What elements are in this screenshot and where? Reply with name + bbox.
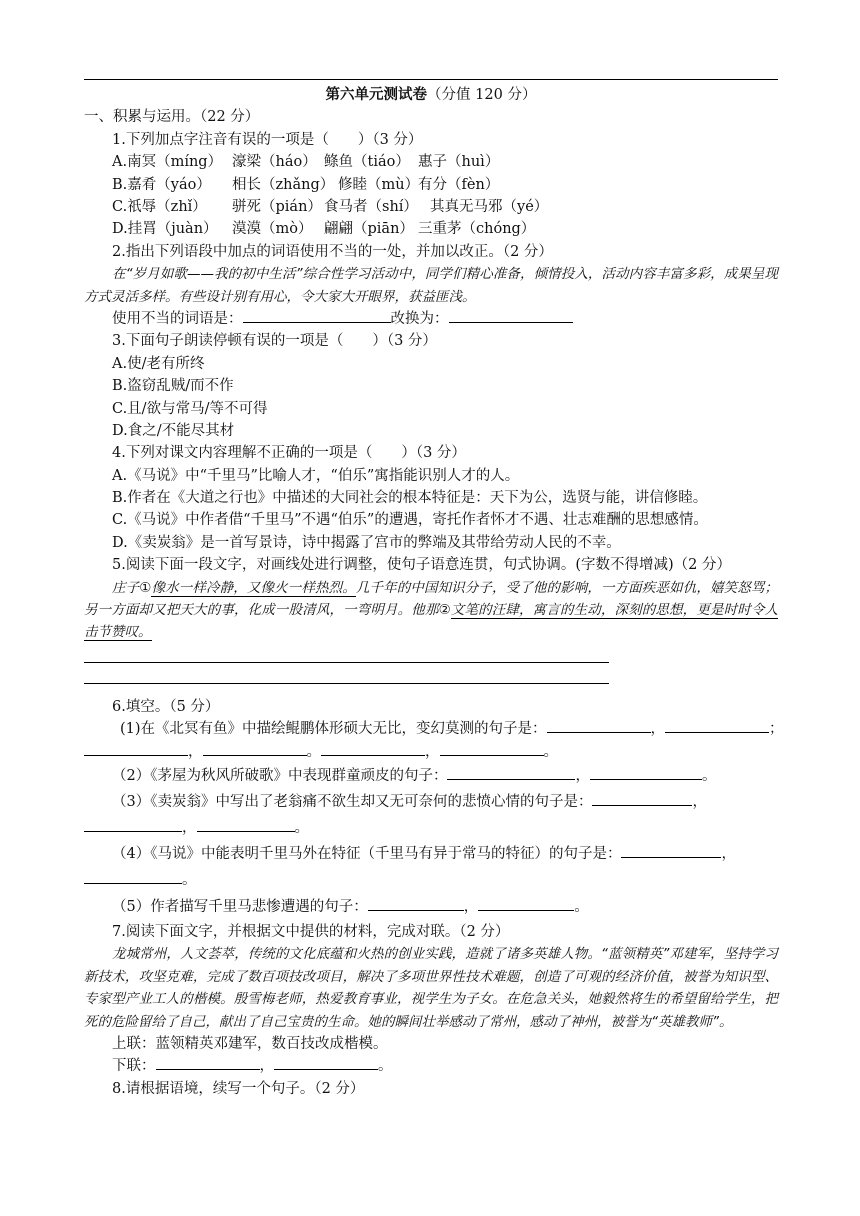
q4-option-c: C.《马说》中作者借“千里马”不遇“伯乐”的遭遇，寄托作者怀才不遇、壮志难酬的思想感情。 bbox=[112, 512, 708, 529]
q2-blank-word[interactable] bbox=[243, 308, 391, 323]
q2-answer-line bbox=[84, 308, 778, 330]
period: 。 bbox=[701, 768, 717, 785]
q6-blank-4a[interactable] bbox=[621, 843, 721, 858]
q8-stem: 8.请根据语境，续写一个句子。（2 分） bbox=[112, 1080, 365, 1097]
q7-shanglian: 上联：蓝领精英邓建军，数百技改成楷模。 bbox=[112, 1036, 388, 1053]
q1-d-2: 漠漠（mò） bbox=[232, 221, 313, 238]
comma: ， bbox=[650, 721, 666, 738]
q6-item-5 bbox=[84, 893, 778, 921]
q5-answer-line-2[interactable] bbox=[84, 683, 609, 684]
q7-xialian-label: 下联： bbox=[112, 1058, 156, 1075]
comma: ， bbox=[463, 899, 479, 916]
q5-mark-1: ① bbox=[139, 579, 152, 596]
q2-stem: 2.指出下列语段中加点的词语使用不当的一处，并加以改正。（2 分） bbox=[112, 243, 553, 260]
q6-blank-1a[interactable] bbox=[547, 718, 651, 733]
comma: ， bbox=[692, 794, 707, 811]
period: 。 bbox=[182, 872, 197, 889]
q5-text-a: 庄子 bbox=[112, 579, 140, 596]
q5-passage bbox=[84, 577, 778, 644]
period: 。 bbox=[294, 820, 309, 837]
q2-blank-replace[interactable] bbox=[449, 308, 573, 323]
q7-stem: 7.阅读下面文字，并根据文中提供的材料，完成对联。（2 分） bbox=[112, 924, 510, 941]
comma: ， bbox=[188, 743, 203, 760]
q7-blank-a[interactable] bbox=[156, 1055, 260, 1070]
q4-option-a: A.《马说》中“千里马”比喻人才，“伯乐”寓指能识别人才的人。 bbox=[112, 467, 520, 484]
q1-option-d bbox=[84, 218, 778, 240]
period: 。 bbox=[306, 743, 321, 760]
q5-underline-2: 文笔的汪肆，寓言的生动，深刻的思想，更是时时令人击节赞叹。 bbox=[84, 602, 779, 641]
q1-option-b bbox=[84, 174, 778, 196]
q6-item-4-cont bbox=[84, 867, 778, 893]
q6-item-2 bbox=[84, 763, 778, 789]
q1-c-2: 骈死（pián） bbox=[232, 198, 322, 215]
q3-option-c: C.且/欲与常马/等不可得 bbox=[112, 400, 268, 417]
q6-blank-5a[interactable] bbox=[368, 896, 464, 911]
q4-option-b: B.作者在《大道之行也》中描述的大同社会的根本特征是：天下为公，选贤与能，讲信修睦。 bbox=[112, 490, 708, 507]
q6-item-3-text: （3）《卖炭翁》中写出了老翁痛不欲生却又无可奈何的悲愤心情的句子是： bbox=[112, 794, 593, 811]
q6-blank-3b[interactable] bbox=[84, 817, 182, 832]
q5-stem: 5.阅读下面一段文字，对画线处进行调整，使句子语意连贯，句式协调。(字数不得增减)（2 分） bbox=[112, 557, 731, 574]
q1-d-3: 翩翩（piān） bbox=[324, 221, 414, 238]
comma: ， bbox=[575, 768, 590, 785]
q5-answer-line-1[interactable] bbox=[84, 662, 609, 663]
exam-page bbox=[84, 84, 784, 1100]
q4-option-d: D.《卖炭翁》是一首写景诗，诗中揭露了宫市的弊端及其带给劳动人民的不幸。 bbox=[112, 534, 621, 551]
page-title bbox=[84, 84, 778, 106]
comma: ， bbox=[182, 820, 197, 837]
q5-underline-1: 像水一样冷静，又像火一样热烈。 bbox=[151, 579, 356, 596]
q1-a-1: A.南冥（míng） bbox=[112, 154, 223, 171]
q2-passage: 在“岁月如歌——我的初中生活”综合性学习活动中，同学们精心准备，倾情投入，活动内容丰富多彩，成果呈现方式灵活多样。有些设计别有用心，令大家大开眼界，获益匪浅。 bbox=[84, 266, 778, 305]
q6-blank-1d[interactable] bbox=[203, 741, 307, 756]
q1-option-a bbox=[84, 151, 778, 173]
title-score: （分值 120 分） bbox=[427, 87, 537, 103]
q6-item-1-cont bbox=[84, 741, 778, 763]
section-heading: 一、积累与运用。（22 分） bbox=[84, 109, 260, 126]
comma: ， bbox=[259, 1058, 274, 1075]
q1-a-3: 鲦鱼（tiáo） bbox=[324, 154, 410, 171]
q3-option-d: D.食之/不能尽其材 bbox=[112, 422, 235, 439]
q1-stem: 1.下列加点字注音有误的一项是（ ）（3 分） bbox=[112, 131, 423, 148]
q1-c-3: 食马者（shí） bbox=[324, 198, 418, 215]
q7-xialian bbox=[84, 1055, 778, 1077]
q6-blank-5b[interactable] bbox=[478, 896, 574, 911]
q6-item-2-text: （2）《茅屋为秋风所破歌》中表现群童顽皮的句子： bbox=[112, 768, 448, 785]
q1-b-4: 有分（fèn） bbox=[418, 176, 500, 193]
q6-stem: 6.填空。（5 分） bbox=[112, 698, 220, 715]
q6-blank-2b[interactable] bbox=[590, 765, 702, 780]
q1-b-3: 修睦（mù） bbox=[338, 176, 420, 193]
comma: ， bbox=[425, 743, 440, 760]
q6-blank-4b[interactable] bbox=[84, 869, 182, 884]
q1-a-2: 濠梁（háo） bbox=[232, 154, 317, 171]
q3-option-b: B.盗窃乱贼/而不作 bbox=[112, 378, 234, 395]
q6-blank-1b[interactable] bbox=[665, 718, 769, 733]
q6-blank-3a[interactable] bbox=[592, 791, 692, 806]
q6-item-3 bbox=[84, 789, 778, 815]
q3-option-a: A.使/老有所终 bbox=[112, 355, 205, 372]
period: 。 bbox=[574, 899, 589, 916]
period: 。 bbox=[378, 1058, 393, 1075]
q4-stem: 4.下列对课文内容理解不正确的一项是（ ）（3 分） bbox=[112, 445, 466, 462]
q6-item-4 bbox=[84, 841, 778, 867]
q6-blank-2a[interactable] bbox=[447, 765, 575, 780]
header-rule bbox=[84, 79, 778, 80]
comma: ， bbox=[721, 846, 736, 863]
q6-blank-1e[interactable] bbox=[321, 741, 425, 756]
q6-item-5-text: （5）作者描写千里马悲惨遭遇的句子： bbox=[112, 899, 368, 916]
q3-stem: 3.下面句子朗读停顿有误的一项是（ ）（3 分） bbox=[112, 333, 437, 350]
q7-passage: 龙城常州，人文荟萃，传统的文化底蕴和火热的创业实践，造就了诸多英雄人物。“蓝领精英”邓建军，坚持学习新技术，攻坚克难，完成了数百项技改项目，解决了多项世界性技术难题，创造了可观的经济价值，被誉为知识型、专家型产业工人的楷模。殷雪梅老师，热爱教育事业，视学生为子女。在危急关头，她毅然将生的希望留给学生，把死的危险留给了自己，献出了自己宝贵的生命。她的瞬间壮举感动了常州，感动了神州，被誉为“英雄教师”。 bbox=[84, 946, 778, 1030]
q2-answer-label-b: 改换为： bbox=[390, 310, 449, 327]
q1-option-c bbox=[84, 196, 778, 218]
q1-c-1: C.祇辱（zhǐ） bbox=[112, 198, 207, 215]
q1-b-2: 相长（zhǎng） bbox=[232, 176, 335, 193]
q6-blank-1f[interactable] bbox=[440, 741, 544, 756]
q5-mark-2: ② bbox=[438, 602, 451, 619]
q1-c-4: 其真无马邪（yé） bbox=[430, 198, 549, 215]
q6-blank-1c[interactable] bbox=[84, 741, 188, 756]
q6-item-4-text: （4）《马说》中能表明千里马外在特征（千里马有异于常马的特征）的句子是： bbox=[112, 846, 622, 863]
q7-blank-b[interactable] bbox=[274, 1055, 378, 1070]
period: 。 bbox=[543, 743, 558, 760]
q6-blank-3c[interactable] bbox=[197, 817, 295, 832]
q6-item-3-cont bbox=[84, 815, 778, 841]
q1-a-4: 惠子（huì） bbox=[418, 154, 500, 171]
q1-b-1: B.嘉肴（yáo） bbox=[112, 176, 211, 193]
q6-item-1 bbox=[84, 718, 784, 740]
q1-d-4: 三重茅（chóng） bbox=[418, 221, 536, 238]
q6-item-1-text: (1)在《北冥有鱼》中描绘鲲鹏体形硕大无比，变幻莫测的句子是： bbox=[120, 721, 547, 738]
q5-text-b: 几千年的中国知识分子，受了他的影响，一方面疾恶如仇，嬉笑怒骂；另一方面却又把天大的事，化成一股清风，一弯明月。他那 bbox=[84, 579, 779, 619]
title-text: 第六单元测试卷 bbox=[325, 86, 428, 103]
semicolon: ； bbox=[769, 721, 784, 738]
q2-answer-label-a: 使用不当的词语是： bbox=[112, 310, 243, 327]
q1-d-1: D.挂罥（juàn） bbox=[112, 221, 218, 238]
